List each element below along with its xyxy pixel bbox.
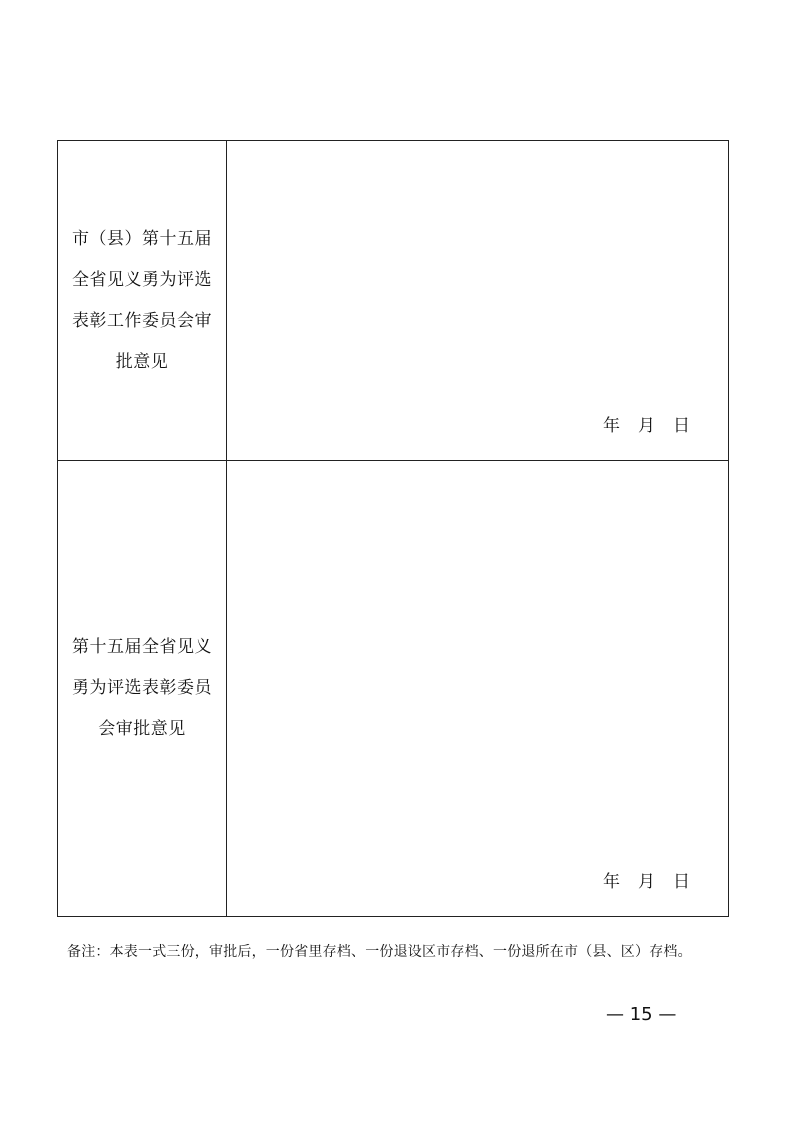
date-month: 月	[638, 416, 655, 436]
province-committee-label-cell	[58, 461, 227, 916]
label-line: 会审批意见	[98, 719, 186, 739]
label-line: 表彰工作委员会审	[72, 310, 212, 331]
date-year: 年	[603, 416, 620, 436]
city-committee-label-cell	[58, 141, 227, 460]
province-committee-approval-row	[58, 461, 728, 916]
label-line: 勇为评选表彰委员	[72, 678, 212, 698]
province-committee-date	[603, 867, 690, 892]
city-committee-opinion-field[interactable]	[227, 141, 728, 460]
city-committee-date	[603, 411, 690, 436]
date-day: 日	[673, 872, 690, 892]
label-line: 市（县）第十五届	[72, 228, 212, 249]
date-month: 月	[638, 872, 655, 892]
remarks-note: 备注：本表一式三份，审批后，一份省里存档、一份退设区市存档、一份退所在市（县、区）存档。	[67, 944, 692, 960]
date-day: 日	[673, 416, 690, 436]
approval-form-table	[57, 140, 729, 917]
label-line: 批意见	[115, 351, 169, 372]
label-line: 全省见义勇为评选	[72, 269, 212, 290]
city-committee-label	[62, 219, 222, 383]
city-committee-approval-row	[58, 141, 728, 461]
province-committee-opinion-field[interactable]	[227, 461, 728, 916]
province-committee-label	[62, 627, 222, 750]
date-year: 年	[603, 872, 620, 892]
label-line: 第十五届全省见义	[72, 637, 212, 657]
page-number: — 15 —	[606, 1004, 677, 1025]
